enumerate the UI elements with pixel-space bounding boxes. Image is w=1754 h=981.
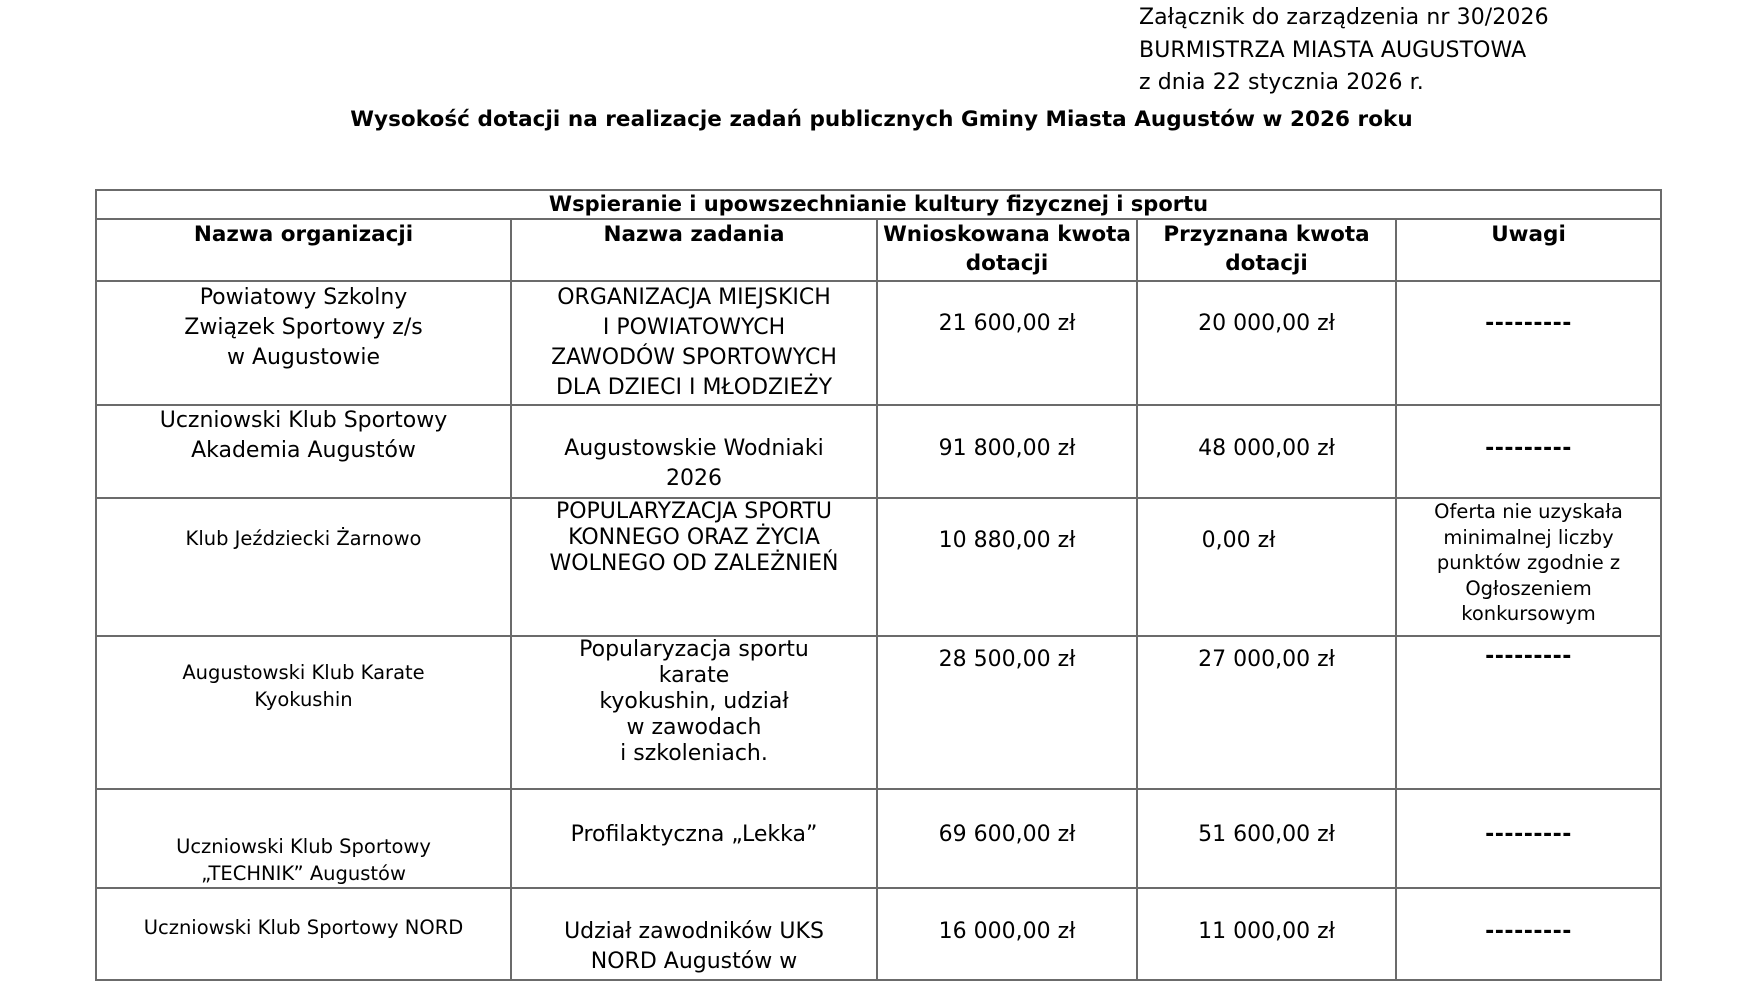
organization-cell-line: Powiatowy Szkolny: [199, 285, 408, 310]
column-header-notes: [1396, 219, 1661, 281]
organization-cell: [96, 498, 511, 636]
task-cell-line: NORD Augustów w: [590, 949, 798, 974]
granted-amount-cell-value: 27 000,00 zł: [1198, 647, 1335, 672]
organization-cell: [96, 281, 511, 405]
organization-cell: [96, 636, 511, 789]
notes-cell-line: ---------: [1485, 919, 1572, 944]
task-cell-line: KONNEGO ORAZ ŻYCIA: [568, 525, 820, 550]
requested-amount-cell: [877, 281, 1137, 405]
requested-amount-cell: [877, 498, 1137, 636]
table-row: [96, 888, 1661, 980]
organization-cell-line: „TECHNIK” Augustów: [201, 862, 406, 885]
granted-amount-cell-value: 20 000,00 zł: [1198, 311, 1335, 336]
task-cell-line: Udział zawodników UKS: [564, 919, 824, 944]
task-cell: [511, 498, 877, 636]
document-title: Wysokość dotacji na realizacje zadań publicznych Gminy Miasta Augustów w 2026 roku: [350, 107, 1413, 132]
attachment-line: z dnia 22 stycznia 2026 r.: [1139, 70, 1424, 95]
attachment-line: Załącznik do zarządzenia nr 30/2026: [1139, 5, 1549, 30]
notes-cell-line: ---------: [1485, 436, 1572, 461]
requested-amount-cell-value: 28 500,00 zł: [938, 647, 1076, 672]
column-header-requested: [877, 219, 1137, 281]
notes-cell-line: ---------: [1485, 644, 1572, 669]
organization-cell: [96, 405, 511, 498]
task-cell-line: POPULARYZACJA SPORTU: [555, 499, 833, 524]
organization-cell-line: Związek Sportowy z/s: [184, 315, 423, 340]
attachment-note: [1139, 2, 1549, 100]
task-cell-line: I POWIATOWYCH: [602, 315, 786, 340]
granted-amount-cell: [1137, 888, 1396, 980]
task-cell-line: ORGANIZACJA MIEJSKICH: [557, 285, 831, 310]
task-cell-line: WOLNEGO OD ZALEŻNIEŃ: [549, 551, 839, 576]
column-header-line: Wnioskowana: [883, 222, 1050, 247]
section-title: Wspieranie i upowszechnianie kultury fizycznej i sportu: [96, 190, 1661, 219]
notes-cell: [1396, 281, 1661, 405]
granted-amount-cell-value: 11 000,00 zł: [1198, 919, 1335, 944]
requested-amount-cell: [877, 789, 1137, 888]
table-row: [96, 789, 1661, 888]
task-cell-line: Profilaktyczna „Lekka”: [570, 822, 818, 847]
attachment-line: BURMISTRZA MIASTA AUGUSTOWA: [1139, 37, 1527, 63]
granted-amount-cell: [1137, 636, 1396, 789]
task-cell: [511, 281, 877, 405]
requested-amount-cell: [877, 405, 1137, 498]
table-row: [96, 636, 1661, 789]
task-cell-line: Augustowskie Wodniaki: [564, 436, 824, 461]
notes-cell: [1396, 405, 1661, 498]
requested-amount-cell-value: 16 000,00 zł: [938, 919, 1076, 944]
organization-cell: [96, 789, 511, 888]
notes-cell: [1396, 636, 1661, 789]
column-header-line: Przyznana: [1163, 222, 1289, 247]
requested-amount-cell: [877, 636, 1137, 789]
task-cell-line: kyokushin, udział: [599, 689, 789, 714]
column-header-line: Nazwa zadania: [603, 222, 785, 247]
requested-amount-cell-value: 21 600,00 zł: [938, 311, 1076, 336]
section-header-row: [96, 190, 1661, 219]
column-header-line: Uwagi: [1491, 222, 1566, 247]
notes-cell-line: punktów zgodnie z: [1436, 551, 1621, 574]
requested-amount-cell-value: 91 800,00 zł: [938, 436, 1076, 461]
notes-cell-line: ---------: [1485, 311, 1572, 336]
column-header-line: Nazwa organizacji: [193, 222, 414, 247]
task-cell-line: ZAWODÓW SPORTOWYCH: [551, 345, 837, 370]
table-row: [96, 405, 1661, 498]
granted-amount-cell-value: 51 600,00 zł: [1198, 822, 1335, 847]
granted-amount-cell: [1137, 281, 1396, 405]
organization-cell-line: Augustowski Klub Karate: [182, 661, 425, 684]
granted-amount-cell-value: 48 000,00 zł: [1198, 436, 1335, 461]
notes-cell: [1396, 888, 1661, 980]
table-row: [96, 498, 1661, 636]
granted-amount-cell: [1137, 789, 1396, 888]
notes-cell-line: Oferta nie uzyskała: [1434, 500, 1623, 523]
granted-amount-cell-value: 0,00 zł: [1201, 528, 1276, 553]
organization-cell-line: Uczniowski Klub Sportowy: [176, 835, 431, 858]
task-cell: [511, 888, 877, 980]
granted-amount-cell: [1137, 498, 1396, 636]
requested-amount-cell: [877, 888, 1137, 980]
notes-cell-line: ---------: [1485, 822, 1572, 847]
organization-cell-line: Uczniowski Klub Sportowy NORD: [143, 916, 464, 939]
task-cell-line: i szkoleniach.: [620, 741, 768, 766]
column-header-line: kwota dotacji: [1225, 222, 1370, 276]
task-cell-line: 2026: [666, 466, 722, 491]
column-header-task: [511, 219, 877, 281]
organization-cell: [96, 888, 511, 980]
organization-cell-line: Kyokushin: [254, 688, 353, 711]
requested-amount-cell-value: 69 600,00 zł: [938, 822, 1076, 847]
column-header-row: [96, 219, 1661, 281]
grants-table: [95, 189, 1662, 981]
table-row: [96, 281, 1661, 405]
task-cell-line: DLA DZIECI I MŁODZIEŻY: [555, 375, 833, 400]
granted-amount-cell: [1137, 405, 1396, 498]
notes-cell-line: minimalnej liczby: [1443, 525, 1614, 549]
task-cell-line: w zawodach: [626, 715, 762, 740]
task-cell: [511, 405, 877, 498]
organization-cell-line: Akademia Augustów: [191, 438, 416, 463]
organization-cell-line: w Augustowie: [226, 345, 381, 370]
notes-cell-line: Ogłoszeniem: [1465, 576, 1592, 600]
task-cell-line: karate: [658, 663, 730, 688]
organization-cell-line: Uczniowski Klub Sportowy: [159, 408, 448, 433]
organization-cell-line: Klub Jeździecki Żarnowo: [185, 527, 422, 550]
task-cell-line: Popularyzacja sportu: [579, 637, 809, 662]
column-header-line: kwota dotacji: [965, 222, 1131, 276]
notes-cell: [1396, 789, 1661, 888]
column-header-organization: [96, 219, 511, 281]
column-header-granted: [1137, 219, 1396, 281]
task-cell: [511, 789, 877, 888]
requested-amount-cell-value: 10 880,00 zł: [938, 528, 1076, 553]
notes-cell-line: konkursowym: [1461, 602, 1596, 625]
task-cell: [511, 636, 877, 789]
notes-cell: [1396, 498, 1661, 636]
